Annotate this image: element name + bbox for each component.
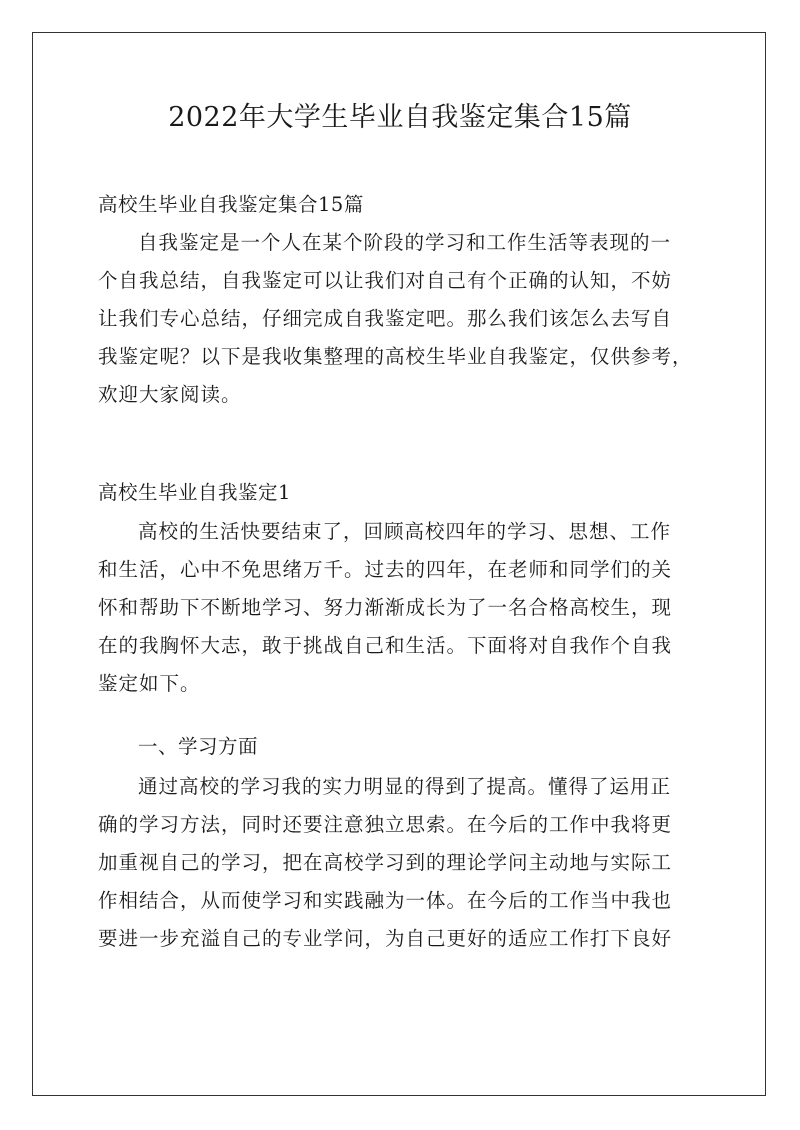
intro-line: 自我鉴定是一个人在某个阶段的学习和工作生活等表现的一 bbox=[138, 231, 672, 254]
document-title: 2022年大学生毕业自我鉴定集合15篇 bbox=[168, 102, 632, 133]
section-line: 怀和帮助下不断地学习、努力渐渐成长为了一名合格高校生，现 bbox=[98, 596, 673, 619]
main-heading: 高校生毕业自我鉴定集合15篇 bbox=[98, 193, 364, 216]
section-line: 和生活，心中不免思绪万千。过去的四年，在老师和同学们的关 bbox=[98, 558, 673, 581]
section-line: 鉴定如下。 bbox=[98, 672, 201, 695]
study-line: 要进一步充溢自己的专业学问，为自己更好的适应工作打下良好 bbox=[98, 927, 673, 950]
study-line: 确的学习方法，同时还要注意独立思索。在今后的工作中我将更 bbox=[98, 813, 673, 836]
intro-line: 欢迎大家阅读。 bbox=[98, 383, 242, 406]
subheading-study: 一、学习方面 bbox=[138, 735, 259, 758]
intro-paragraph bbox=[98, 224, 710, 414]
study-line: 通过高校的学习我的实力明显的得到了提高。懂得了运用正 bbox=[138, 775, 672, 798]
section-paragraph bbox=[98, 513, 710, 703]
study-paragraph bbox=[98, 768, 710, 958]
intro-line: 个自我总结，自我鉴定可以让我们对自己有个正确的认知，不妨 bbox=[98, 269, 673, 292]
section-heading: 高校生毕业自我鉴定1 bbox=[98, 481, 291, 504]
intro-line: 让我们专心总结，仔细完成自我鉴定吧。那么我们该怎么去写自 bbox=[98, 307, 673, 330]
section-line: 在的我胸怀大志，敢于挑战自己和生活。下面将对自我作个自我 bbox=[98, 634, 673, 657]
intro-line: 我鉴定呢？以下是我收集整理的高校生毕业自我鉴定，仅供参考， bbox=[98, 345, 693, 368]
study-line: 加重视自己的学习，把在高校学习到的理论学问主动地与实际工 bbox=[98, 851, 673, 874]
study-line: 作相结合，从而使学习和实践融为一体。在今后的工作当中我也 bbox=[98, 889, 673, 912]
section-line: 高校的生活快要结束了，回顾高校四年的学习、思想、工作 bbox=[138, 520, 672, 543]
